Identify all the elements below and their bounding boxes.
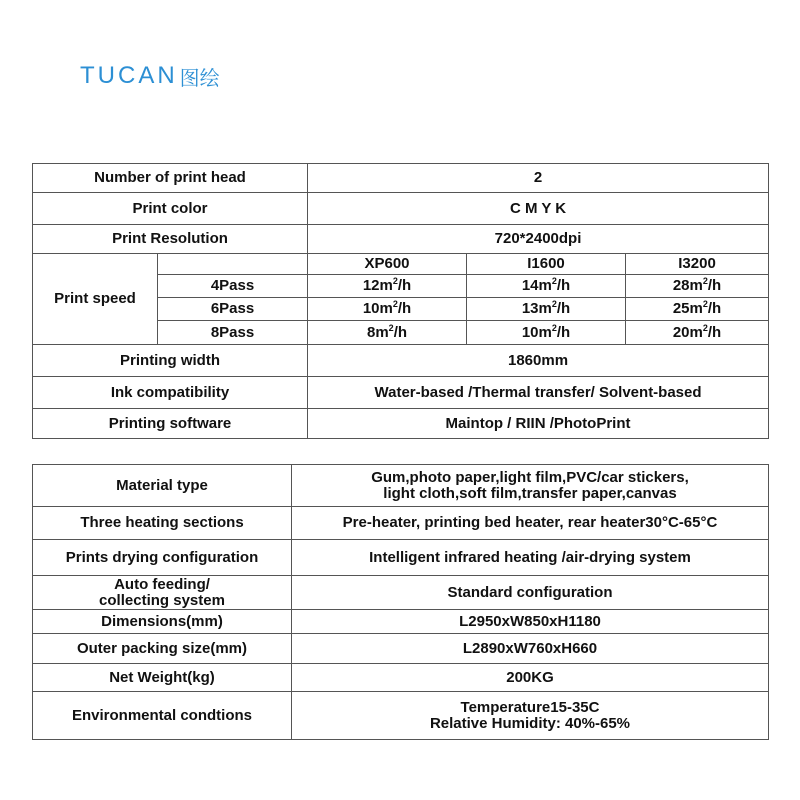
environment-label: Environmental condtions <box>33 692 292 740</box>
speed-value: $28m^2/h$ <box>626 275 769 298</box>
superscript-two: 2 <box>551 276 557 287</box>
superscript-two: 2 <box>702 322 708 333</box>
speed-corner-cell <box>158 254 308 275</box>
packing-label: Outer packing size(mm) <box>33 634 292 664</box>
ink-label: Ink compatibility <box>33 377 308 409</box>
software-label: Printing software <box>33 409 308 439</box>
print-color-label: Print color <box>33 193 308 225</box>
table-row <box>33 465 769 507</box>
logo-brand-chinese: 图绘 <box>179 65 220 90</box>
superscript-two: 2 <box>392 299 398 310</box>
feeding-value: Standard configuration <box>292 576 769 610</box>
superscript-two: 2 <box>551 299 557 310</box>
speed-pass-label: 6Pass <box>158 298 308 321</box>
printing-width-label: Printing width <box>33 345 308 377</box>
print-head-value: 2 <box>308 164 769 193</box>
print-head-label: Number of print head <box>33 164 308 193</box>
resolution-label: Print Resolution <box>33 225 308 254</box>
superscript-two: 2 <box>392 276 398 287</box>
table-row <box>33 610 769 634</box>
packing-value: L2890xW760xH660 <box>292 634 769 664</box>
environment-value: Temperature15-35C Relative Humidity: 40%-65% <box>292 692 769 740</box>
feeding-label: Auto feeding/ collecting system <box>33 576 292 610</box>
brand-logo <box>80 62 220 90</box>
superscript-two: 2 <box>551 322 557 333</box>
table-row <box>33 193 769 225</box>
table-row <box>33 254 769 275</box>
speed-value: $14m^2/h$ <box>467 275 626 298</box>
resolution-value: 720*2400dpi <box>308 225 769 254</box>
heating-value: Pre-heater, printing bed heater, rear heater30°C-65°C <box>292 507 769 540</box>
table-row <box>33 576 769 610</box>
printing-width-value: 1860mm <box>308 345 769 377</box>
material-value: Gum,photo paper,light film,PVC/car stickers, light cloth,soft film,transfer paper,canvas <box>292 465 769 507</box>
drying-label: Prints drying configuration <box>33 540 292 576</box>
drying-value: Intelligent infrared heating /air-drying system <box>292 540 769 576</box>
speed-pass-label: 8Pass <box>158 321 308 345</box>
dimensions-label: Dimensions(mm) <box>33 610 292 634</box>
speed-value: $20m^2/h$ <box>626 321 769 345</box>
weight-value: 200KG <box>292 664 769 692</box>
table-row <box>33 540 769 576</box>
table-row <box>33 225 769 254</box>
logo-brand-text: TUCAN <box>80 62 178 89</box>
superscript-two: 2 <box>388 322 394 333</box>
speed-value: $13m^2/h$ <box>467 298 626 321</box>
print-speed-label: Print speed <box>33 254 158 345</box>
table-row <box>33 164 769 193</box>
speed-value: $25m^2/h$ <box>626 298 769 321</box>
table-row <box>33 664 769 692</box>
weight-label: Net Weight(kg) <box>33 664 292 692</box>
spec-table <box>32 163 769 439</box>
table-row <box>33 409 769 439</box>
material-label: Material type <box>33 465 292 507</box>
speed-value: $10m^2/h$ <box>308 298 467 321</box>
table-row <box>33 507 769 540</box>
software-value: Maintop / RIIN /PhotoPrint <box>308 409 769 439</box>
speed-value: $8m^2/h$ <box>308 321 467 345</box>
speed-head-i1600: I1600 <box>467 254 626 275</box>
table-row <box>33 634 769 664</box>
speed-value: $10m^2/h$ <box>467 321 626 345</box>
table-row <box>33 377 769 409</box>
speed-value: $12m^2/h$ <box>308 275 467 298</box>
print-color-value: C M Y K <box>308 193 769 225</box>
table-row <box>33 692 769 740</box>
dimensions-value: L2950xW850xH1180 <box>292 610 769 634</box>
speed-pass-label: 4Pass <box>158 275 308 298</box>
superscript-two: 2 <box>702 299 708 310</box>
speed-head-xp600: XP600 <box>308 254 467 275</box>
table-row <box>33 345 769 377</box>
speed-head-i3200: I3200 <box>626 254 769 275</box>
heating-label: Three heating sections <box>33 507 292 540</box>
detail-table <box>32 464 769 740</box>
ink-value: Water-based /Thermal transfer/ Solvent-based <box>308 377 769 409</box>
superscript-two: 2 <box>702 276 708 287</box>
